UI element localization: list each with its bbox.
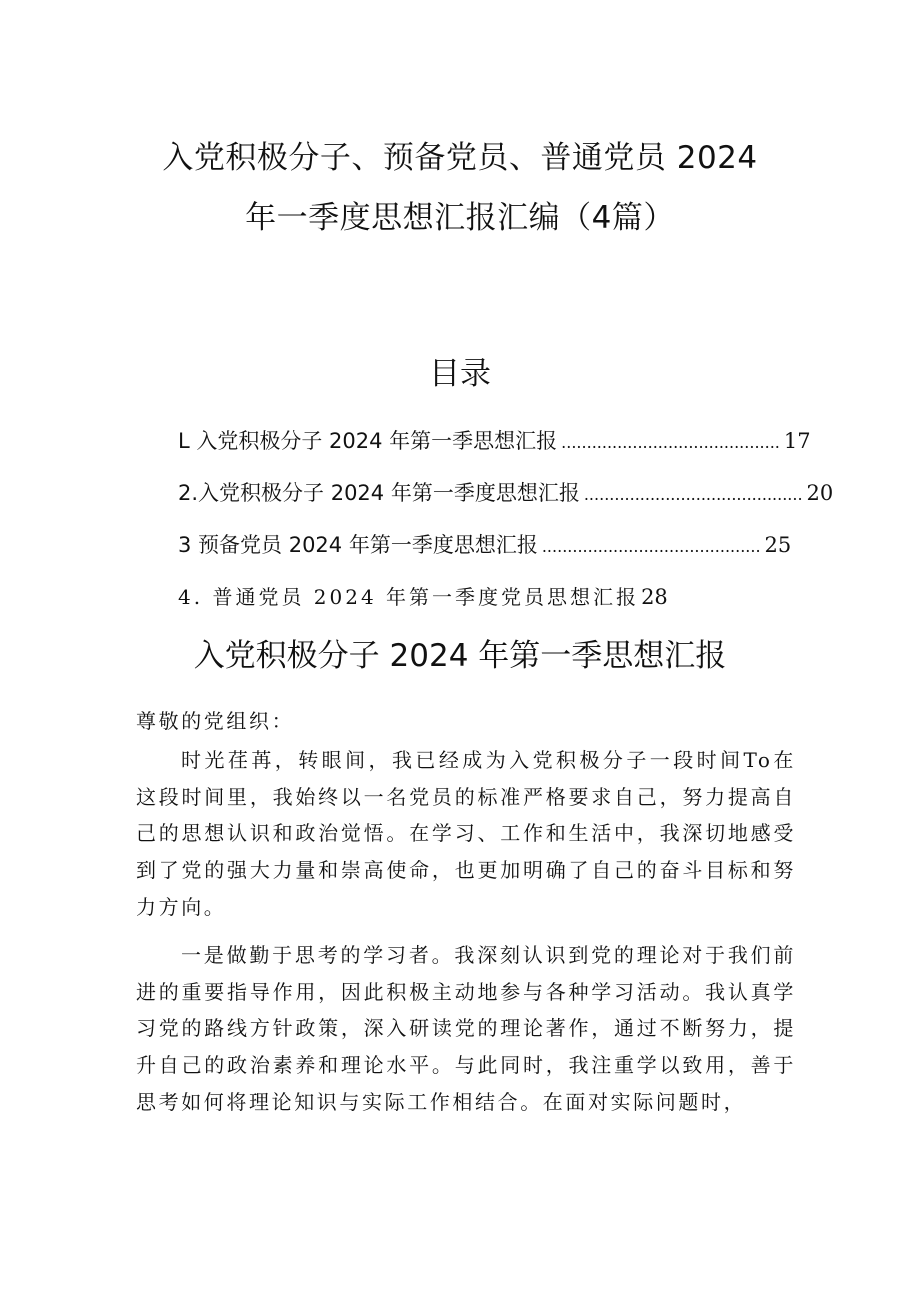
toc-entry-2[interactable] — [178, 477, 834, 529]
toc-page-number: 25 — [764, 533, 792, 557]
toc-entry-3[interactable] — [178, 529, 792, 581]
toc-entry-text: 4. 普通党员 2024 年第一季度党员思想汇报 — [178, 585, 640, 609]
toc-dot-leader: ........................................... — [561, 433, 780, 452]
toc-entry-text: 2.入党积极分子 2024 年第一季度思想汇报 — [178, 481, 580, 505]
toc-page-number: 20 — [806, 481, 834, 505]
salutation: 尊敬的党组织： — [136, 709, 295, 733]
toc-entry-text: L 入党积极分子 2024 年第一季思想汇报 — [178, 429, 558, 453]
toc-dot-leader: ........................................... — [541, 537, 761, 556]
document-title-line-1: 入党积极分子、预备党员、普通党员 2024 — [162, 140, 758, 176]
toc-dot-leader: ........................................... — [583, 485, 803, 504]
section-title: 入党积极分子 2024 年第一季思想汇报 — [193, 638, 727, 674]
toc-page-number: 17 — [783, 429, 811, 453]
table-of-contents — [178, 425, 834, 633]
toc-page-number: 28 — [641, 585, 668, 609]
document-title-line-2: 年一季度思想汇报汇编（4篇） — [245, 200, 675, 236]
toc-entry-1[interactable] — [178, 425, 811, 477]
report-body — [136, 703, 796, 1121]
toc-entry-text: 3 预备党员 2024 年第一季度思想汇报 — [178, 533, 538, 557]
body-paragraph-2: 一是做勤于思考的学习者。我深刻认识到党的理论对于我们前进的重要指导作用，因此积极主动地参与各种学习活动。我认真学习党的路线方针政策，深入研读党的理论著作，通过不断努力，提升自己的政治素养和理论水平。与此同时，我注重学以致用，善于思考如何将理论知识与实际工作相结合。在面对实际问题时， — [136, 942, 796, 1114]
toc-heading: 目录 — [429, 356, 491, 392]
toc-entry-4[interactable] — [178, 581, 766, 633]
body-paragraph-1: 时光荏苒，转眼间，我已经成为入党积极分子一段时间To在这段时间里，我始终以一名党员的标准严格要求自己，努力提高自己的思想认识和政治觉悟。在学习、工作和生活中，我深切地感受到了党的强大力量和崇高使命，也更加明确了自己的奋斗目标和努力方向。 — [136, 747, 796, 919]
